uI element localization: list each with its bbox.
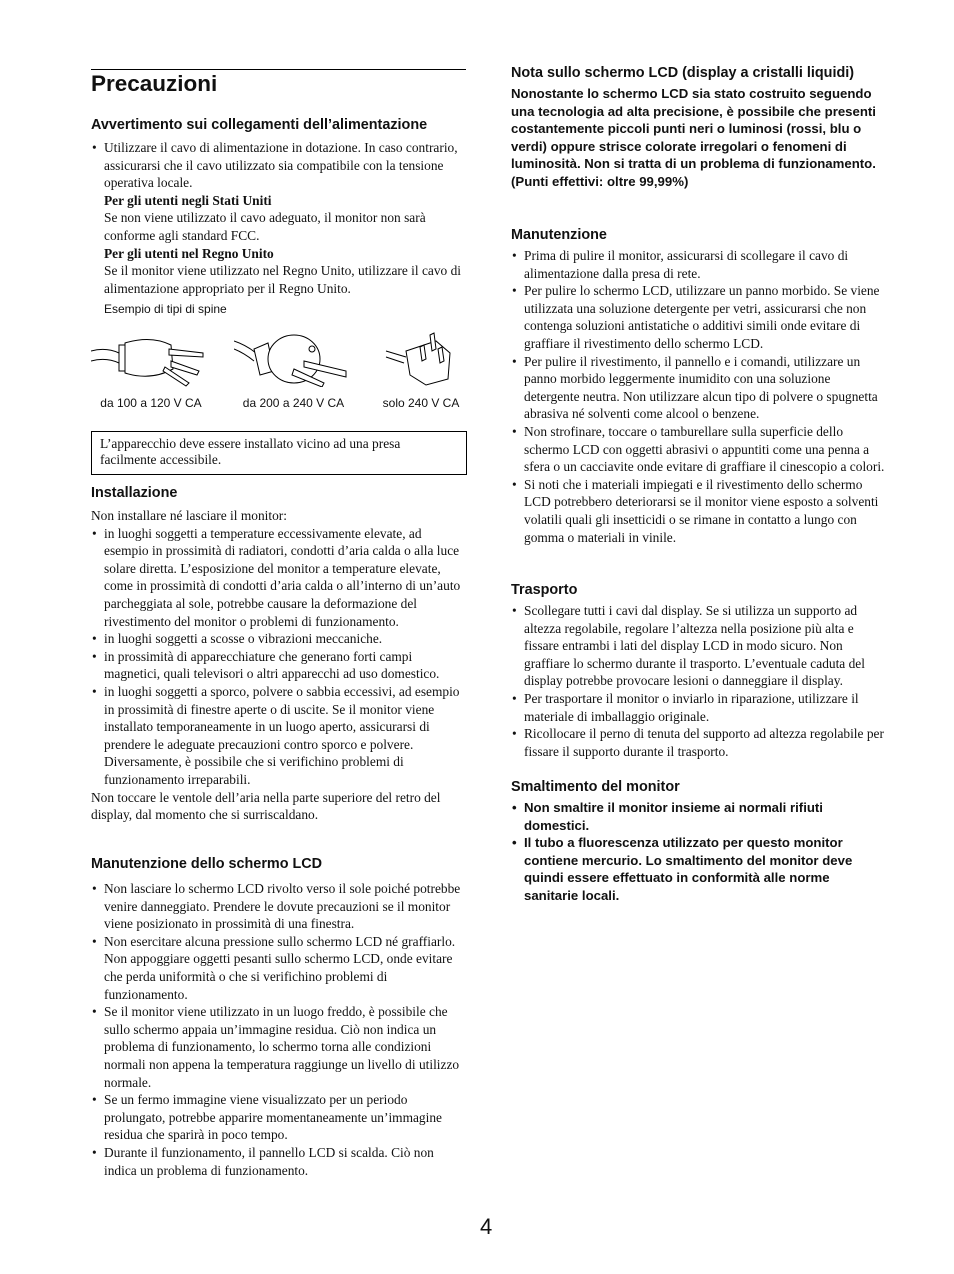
section-transport: [511, 581, 887, 760]
list-item: • Non lasciare lo schermo LCD rivolto verso il sole poiché potrebbe venire danneggiato. Prendere le dovute precauzioni se il monitor viene posizionato in prossimità di una finestra.: [91, 880, 467, 933]
plug-uk: [376, 331, 466, 413]
paragraph: Nonostante lo schermo LCD sia stato costruito seguendo una tecnologia ad alta precisione, è possibile che presenti costantemente piccoli punti neri o luminosi (rossi, blu o verdi) oppure strisce colorate irregolari o fenomeni di luminosità. Non si tratta di un problema di funzionamento.: [511, 86, 876, 172]
list-item: • Per pulire il rivestimento, il pannello e i comandi, utilizzare un panno morbido leggermente inumidito con una soluzione detergente neutra. Non utilizzare alcun tipo di polvere o spugnetta abrasiva né solventi come alcool o benzene.: [511, 353, 887, 423]
section-heading: Manutenzione: [511, 227, 607, 243]
list-item: • in luoghi soggetti a scosse o vibrazioni meccaniche.: [91, 630, 467, 648]
paragraph: Non toccare le ventole dell’aria nella parte superiore del retro del display, dal momento che si surriscaldano.: [91, 789, 441, 823]
paragraph: Se il monitor viene utilizzato nel Regno Unito, utilizzare il cavo di alimentazione appropriato per il Regno Unito.: [104, 263, 461, 296]
section-disposal: [511, 778, 887, 905]
plug-figure: [91, 331, 466, 413]
list-item: • in luoghi soggetti a temperature eccessivamente elevate, ad esempio in prossimità di radiatori, condotti d’aria calda o alla luce solare diretta. L’esposizione del monitor a temperature elevate, come in prossimità di condotti d’aria calda o all’interno di un’auto parcheggiata al sole, potrebbe causare la deformazione del rivestimento del monitor o problemi di funzionamento.: [91, 525, 467, 631]
us-plug-icon: [91, 331, 211, 387]
section-power: [91, 116, 467, 475]
list-item: • Durante il funzionamento, il pannello LCD si scalda. Ciò non indica un problema di funzionamento.: [91, 1144, 467, 1179]
plug-label: da 100 a 120 V CA: [100, 395, 202, 410]
eu-plug-icon: [234, 331, 354, 387]
list-item: • Prima di pulire il monitor, assicurarsi di scollegare il cavo di alimentazione dalla presa di rete.: [511, 247, 887, 282]
subheading: Per gli utenti nel Regno Unito: [104, 245, 274, 261]
paragraph: (Punti effettivi: oltre 99,99%): [511, 173, 689, 189]
paragraph: Se non viene utilizzato il cavo adeguato, il monitor non sarà conforme agli standard FCC.: [104, 210, 426, 243]
section-heading: Nota sullo schermo LCD (display a cristalli liquidi): [511, 65, 855, 81]
section-heading: Smaltimento del monitor: [511, 779, 680, 795]
list-item: • in luoghi soggetti a sporco, polvere o sabbia eccessivi, ad esempio in prossimità di finestre aperte o di uscite. Se il monitor viene installato temporaneamente in un luogo aperto, assicurarsi di prendere le adeguate precauzioni contro sporco e polvere. Diversamente, è possibile che si verifichino problemi di funzionamento irreparabili.: [91, 683, 467, 789]
uk-plug-icon: [376, 331, 466, 387]
section-installation: [91, 484, 467, 824]
section-heading: Manutenzione dello schermo LCD: [91, 856, 323, 872]
list-item: • Il tubo a fluorescenza utilizzato per questo monitor contiene mercurio. Lo smaltimento del monitor deve quindi essere effettuato in conformità alle norme sanitarie locali.: [511, 834, 887, 904]
list-item: • Non smaltire il monitor insieme ai normali rifiuti domestici.: [511, 799, 887, 834]
list-item: • in prossimità di apparecchiature che generano forti campi magnetici, quali televisori o altri apparecchi ad uso domestico.: [91, 648, 467, 683]
plug-us: [91, 331, 211, 413]
list-item: • Non esercitare alcuna pressione sullo schermo LCD né graffiarlo. Non appoggiare oggetti pesanti sullo schermo LCD, onde evitare che perda uniformità o che si verifichino problemi di funzionamento.: [91, 933, 467, 1003]
list-item: • Si noti che i materiali impiegati e il rivestimento dello schermo LCD potrebbero deteriorarsi se il monitor viene esposto a solventi volatili quali gli insetticidi o se rimane in contatto a lungo con gomma o materiali in vinile.: [511, 476, 887, 546]
section-heading: Trasporto: [511, 582, 578, 598]
page-number: 4: [480, 1214, 493, 1239]
section-lcd-care: [91, 855, 467, 1179]
paragraph: Non installare né lasciare il monitor:: [91, 508, 287, 523]
subheading: Per gli utenti negli Stati Uniti: [104, 192, 272, 208]
section-heading: Installazione: [91, 485, 178, 501]
list-item: • Non strofinare, toccare o tamburellare sulla superficie dello schermo LCD con oggetti abrasivi o appuntiti come una penna a sfera o un cacciavite onde evitare di graffiare il cinescopio a colori.: [511, 423, 887, 476]
list-item: • Utilizzare il cavo di alimentazione in dotazione. In caso contrario, assicurarsi che il cavo utilizzato sia compatibile con la tensione operativa locale.: [91, 139, 467, 192]
notice-box: L’apparecchio deve essere installato vicino ad una presa facilmente accessibile.: [91, 431, 467, 475]
plug-eu: [234, 331, 354, 413]
section-maintenance: [511, 226, 887, 546]
list-item: • Scollegare tutti i cavi dal display. Se si utilizza un supporto ad altezza regolabile, regolare l’altezza nella posizione più alta e fissare entrambi i lati del display LCD in modo sicuro. Non graffiare lo schermo durante il trasporto. L’eventuale caduta del display potrebbe provocare lesioni o danneggiare il display.: [511, 602, 887, 690]
list-item: • Ricollocare il perno di tenuta del supporto ad altezza regolabile per fissare il supporto durante il trasporto.: [511, 725, 887, 760]
section-lcd-note: [511, 64, 887, 191]
section-heading: Avvertimento sui collegamenti dell’alimentazione: [91, 117, 428, 133]
figure-caption: Esempio di tipi di spine: [104, 302, 227, 317]
list-item: • Per pulire lo schermo LCD, utilizzare un panno morbido. Se viene utilizzata una soluzione detergente per vetri, assicurarsi che non contenga soluzioni antistatiche o additivi simili onde evitare di graffiare il rivestimento dello schermo LCD.: [511, 282, 887, 352]
list-item: • Se un fermo immagine viene visualizzato per un periodo prolungato, potrebbe apparire momentaneamente un’immagine residua che sparirà in poco tempo.: [91, 1091, 467, 1144]
plug-label: da 200 a 240 V CA: [242, 395, 345, 410]
list-item: • Se il monitor viene utilizzato in un luogo freddo, è possibile che sullo schermo appaia un’immagine residua. Ciò non indica un problema di funzionamento, lo schermo torna alle condizioni normali non appena la temperatura raggiunge un livello di utilizzo normale.: [91, 1003, 467, 1091]
page-title: Precauzioni: [91, 71, 218, 96]
plug-label: solo 240 V CA: [382, 395, 460, 410]
list-item: • Per trasportare il monitor o inviarlo in riparazione, utilizzare il materiale di imballaggio originale.: [511, 690, 887, 725]
